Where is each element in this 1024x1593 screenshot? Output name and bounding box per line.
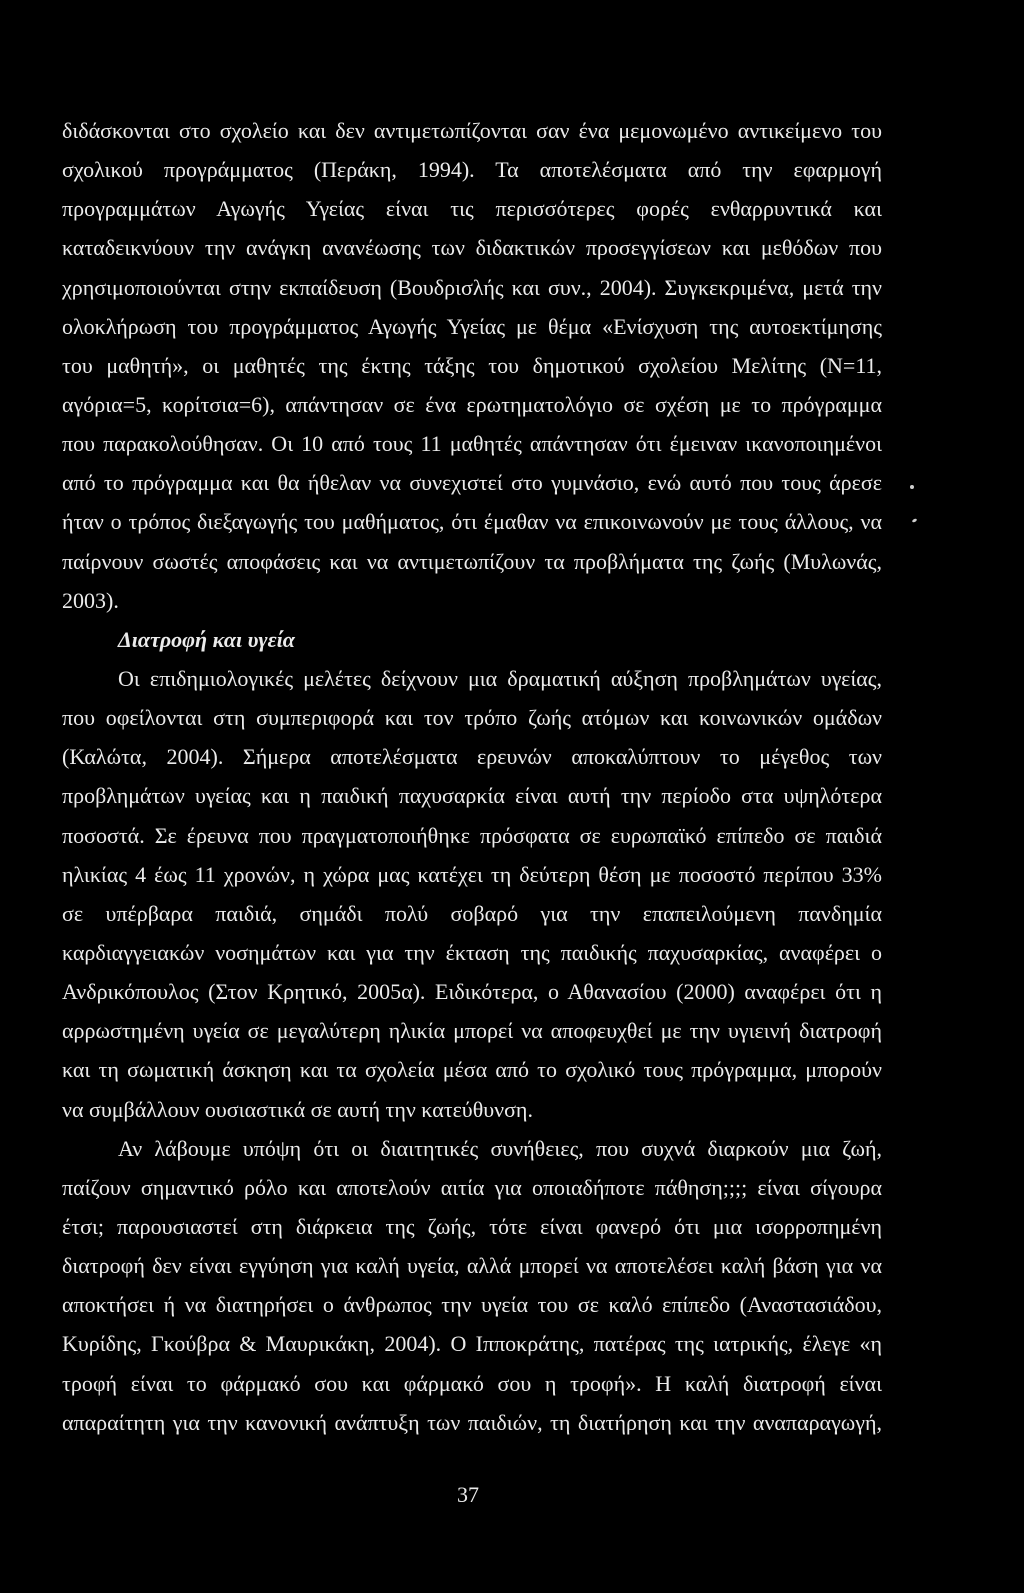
section-heading: Διατροφή και υγεία — [118, 626, 295, 652]
text-line: σε υπέρβαρα παιδιά, σημάδι πολύ σοβαρό για την επαπειλούμενη πανδημία — [62, 900, 882, 926]
text-line: ήταν ο τρόπος διεξαγωγής του μαθήματος, ότι έμαθαν να επικοινωνούν με τους άλλους, να — [62, 509, 882, 535]
text-line: διατροφή δεν είναι εγγύηση για καλή υγεία, αλλά μπορεί να αποτελέσει καλή βάση για να — [62, 1253, 882, 1279]
text-line: Κυρίδης, Γκούβρα & Μαυρικάκη, 2004). Ο Ιπποκράτης, πατέρας της ιατρικής, έλεγε «η — [62, 1331, 882, 1357]
scan-speck — [910, 485, 914, 489]
paragraph — [62, 1129, 882, 1442]
text-line: απαραίτητη για την κανονική ανάπτυξη των παιδιών, τη διατήρηση και την αναπαραγωγή, — [62, 1409, 882, 1435]
text-line: τροφή είναι το φάρμακό σου και φάρμακό σου η τροφή». Η καλή διατροφή είναι — [62, 1370, 882, 1396]
text-line: σχολικού προγράμματος (Περάκη, 1994). Τα αποτελέσματα από την εφαρμογή — [62, 157, 882, 183]
text-line: διδάσκονται στο σχολείο και δεν αντιμετωπίζονται σαν ένα μεμονωμένο αντικείμενο του — [62, 118, 882, 143]
text-line: ηλικίας 4 έως 11 χρονών, η χώρα μας κατέχει τη δεύτερη θέση με ποσοστό περίπου 33% — [62, 861, 882, 887]
text-line: καρδιαγγειακών νοσημάτων και για την έκταση της παιδικής παχυσαρκίας, αναφέρει ο — [62, 939, 882, 965]
text-line: αποκτήσει ή να διατηρήσει ο άνθρωπος την υγεία του σε καλό επίπεδο (Αναστασιάδου, — [62, 1292, 882, 1318]
text-line: χρησιμοποιούνται στην εκπαίδευση (Βουδρισλής και συν., 2004). Συγκεκριμένα, μετά την — [62, 274, 882, 300]
paragraph — [62, 111, 882, 620]
text-line: ποσοστά. Σε έρευνα που πραγματοποιήθηκε πρόσφατα σε ευρωπαϊκό επίπεδο σε παιδιά — [62, 822, 882, 848]
text-line: που οφείλονται στη συμπεριφορά και τον τρόπο ζωής ατόμων και κοινωνικών ομάδων — [62, 705, 882, 731]
text-line: παίρνουν σωστές αποφάσεις και να αντιμετωπίζουν τα προβλήματα της ζωής (Μυλωνάς, — [62, 548, 882, 574]
text-line: Οι επιδημιολογικές μελέτες δείχνουν μια δραματική αύξηση προβλημάτων υγείας, — [118, 665, 882, 691]
text-line: 2003). — [62, 587, 119, 613]
text-line: που παρακολούθησαν. Οι 10 από τους 11 μαθητές απάντησαν ότι έμειναν ικανοποιημένοι — [62, 431, 882, 457]
scan-speck — [912, 518, 918, 523]
text-line: ολοκλήρωση του προγράμματος Αγωγής Υγείας με θέμα «Ενίσχυση της αυτοεκτίμησης — [62, 313, 882, 339]
text-line: (Καλώτα, 2004). Σήμερα αποτελέσματα ερευνών αποκαλύπτουν το μέγεθος των — [62, 744, 882, 770]
text-line: παίζουν σημαντικό ρόλο και αποτελούν αιτία για οποιαδήποτε πάθηση;;;; είναι σίγουρα — [62, 1174, 882, 1200]
text-line: αγόρια=5, κορίτσια=6), απάντησαν σε ένα ερωτηματολόγιο σε σχέση με το πρόγραμμα — [62, 391, 882, 417]
text-line: από το πρόγραμμα και θα ήθελαν να συνεχιστεί στο γυμνάσιο, ενώ αυτό που τους άρεσε — [62, 470, 882, 496]
text-line: να συμβάλλουν ουσιαστικά σε αυτή την κατεύθυνση. — [62, 1096, 533, 1122]
text-block — [62, 111, 882, 1442]
text-line: προβλημάτων υγείας και η παιδική παχυσαρκία είναι αυτή την περίοδο στα υψηλότερα — [62, 783, 882, 809]
text-line: αρρωστημένη υγεία σε μεγαλύτερη ηλικία μπορεί να αποφευχθεί με την υγιεινή διατροφή — [62, 1018, 882, 1044]
text-line: του μαθητή», οι μαθητές της έκτης τάξης του δημοτικού σχολείου Μελίτης (Ν=11, — [62, 352, 882, 378]
text-line: και τη σωματική άσκηση και τα σχολεία μέσα από το σχολικό τους πρόγραμμα, μπορούν — [62, 1057, 882, 1083]
text-line: προγραμμάτων Αγωγής Υγείας είναι τις περισσότερες φορές ενθαρρυντικά και — [62, 196, 882, 222]
text-line: Αν λάβουμε υπόψη ότι οι διαιτητικές συνήθειες, που συχνά διαρκούν μια ζωή, — [118, 1135, 882, 1161]
page-number: 37 — [457, 1482, 479, 1507]
text-line: καταδεικνύουν την ανάγκη ανανέωσης των διδακτικών προσεγγίσεων και μεθόδων που — [62, 235, 882, 261]
paragraph — [62, 659, 882, 1129]
text-line: Ανδρικόπουλος (Στον Κρητικό, 2005α). Ειδικότερα, ο Αθανασίου (2000) αναφέρει ότι η — [62, 979, 882, 1005]
text-line: έτσι; παρουσιαστεί στη διάρκεια της ζωής, τότε είναι φανερό ότι μια ισορροπημένη — [62, 1213, 882, 1239]
